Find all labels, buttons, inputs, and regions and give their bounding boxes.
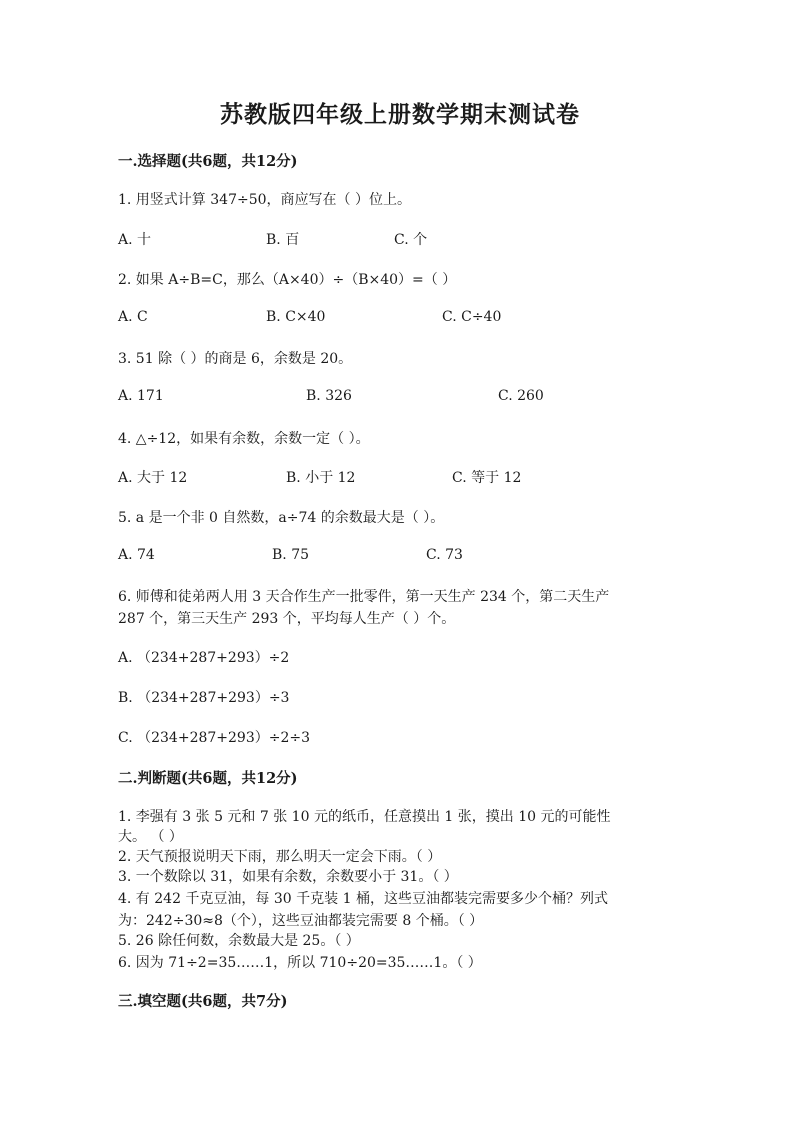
statement-line: 1. 李强有 3 张 5 元和 7 张 10 元的纸币，任意摸出 1 张，摸出 10 元的可能性 xyxy=(118,809,611,825)
option-b[interactable]: B. C×40 xyxy=(266,309,326,325)
option-b[interactable]: B. （234+287+293）÷3 xyxy=(118,690,290,706)
statement-line: 5. 26 除任何数，余数最大是 25。（ ） xyxy=(118,933,360,949)
page-title: 苏教版四年级上册数学期末测试卷 xyxy=(220,101,580,128)
option-b[interactable]: B. 小于 12 xyxy=(286,470,356,486)
section-heading-judgement: 二.判断题(共6题，共12分) xyxy=(118,770,298,787)
question-text: 3. 51 除（ ）的商是 6，余数是 20。 xyxy=(118,351,353,367)
option-c[interactable]: C. C÷40 xyxy=(442,309,502,325)
question-text: 1. 用竖式计算 347÷50，商应写在（ ）位上。 xyxy=(118,192,411,208)
option-a[interactable]: A. 大于 12 xyxy=(118,470,188,486)
option-c[interactable]: C. 73 xyxy=(426,547,463,563)
statement-line: 为：242÷30≈8（个），这些豆油都装完需要 8 个桶。（ ） xyxy=(118,913,484,929)
statement-line: 大。 （ ） xyxy=(118,829,183,845)
option-b[interactable]: B. 75 xyxy=(272,547,310,563)
statement-line: 2. 天气预报说明天下雨，那么明天一定会下雨。（ ） xyxy=(118,849,442,865)
question-text: 6. 师傅和徒弟两人用 3 天合作生产一批零件，第一天生产 234 个，第二天生产 xyxy=(118,589,610,605)
option-b[interactable]: B. 百 xyxy=(266,232,300,248)
question-text: 5. a 是一个非 0 自然数，a÷74 的余数最大是（ ）。 xyxy=(118,510,445,526)
option-c[interactable]: C. （234+287+293）÷2÷3 xyxy=(118,730,311,746)
statement-line: 4. 有 242 千克豆油，每 30 千克装 1 桶，这些豆油都装完需要多少个桶？列式 xyxy=(118,891,608,907)
option-a[interactable]: A. （234+287+293）÷2 xyxy=(118,650,290,666)
option-b[interactable]: B. 326 xyxy=(306,388,352,404)
option-a[interactable]: A. 十 xyxy=(118,232,152,248)
option-c[interactable]: C. 260 xyxy=(498,388,544,404)
option-a[interactable]: A. 171 xyxy=(118,388,164,404)
option-c[interactable]: C. 个 xyxy=(394,232,428,248)
question-text-continued: 287 个，第三天生产 293 个，平均每人生产（ ）个。 xyxy=(118,611,456,627)
section-heading-choice: 一.选择题(共6题，共12分) xyxy=(118,153,298,170)
section-heading-fill-blank: 三.填空题(共6题，共7分) xyxy=(118,993,288,1010)
option-a[interactable]: A. 74 xyxy=(118,547,155,563)
statement-line: 3. 一个数除以 31，如果有余数，余数要小于 31。（ ） xyxy=(118,869,458,885)
question-text: 2. 如果 A÷B=C，那么（A×40）÷（B×40）=（ ） xyxy=(118,272,457,288)
question-text: 4. △÷12，如果有余数，余数一定（ ）。 xyxy=(118,431,370,447)
option-c[interactable]: C. 等于 12 xyxy=(452,470,522,486)
statement-line: 6. 因为 71÷2=35……1，所以 710÷20=35……1。（ ） xyxy=(118,955,482,971)
option-a[interactable]: A. C xyxy=(118,309,148,325)
